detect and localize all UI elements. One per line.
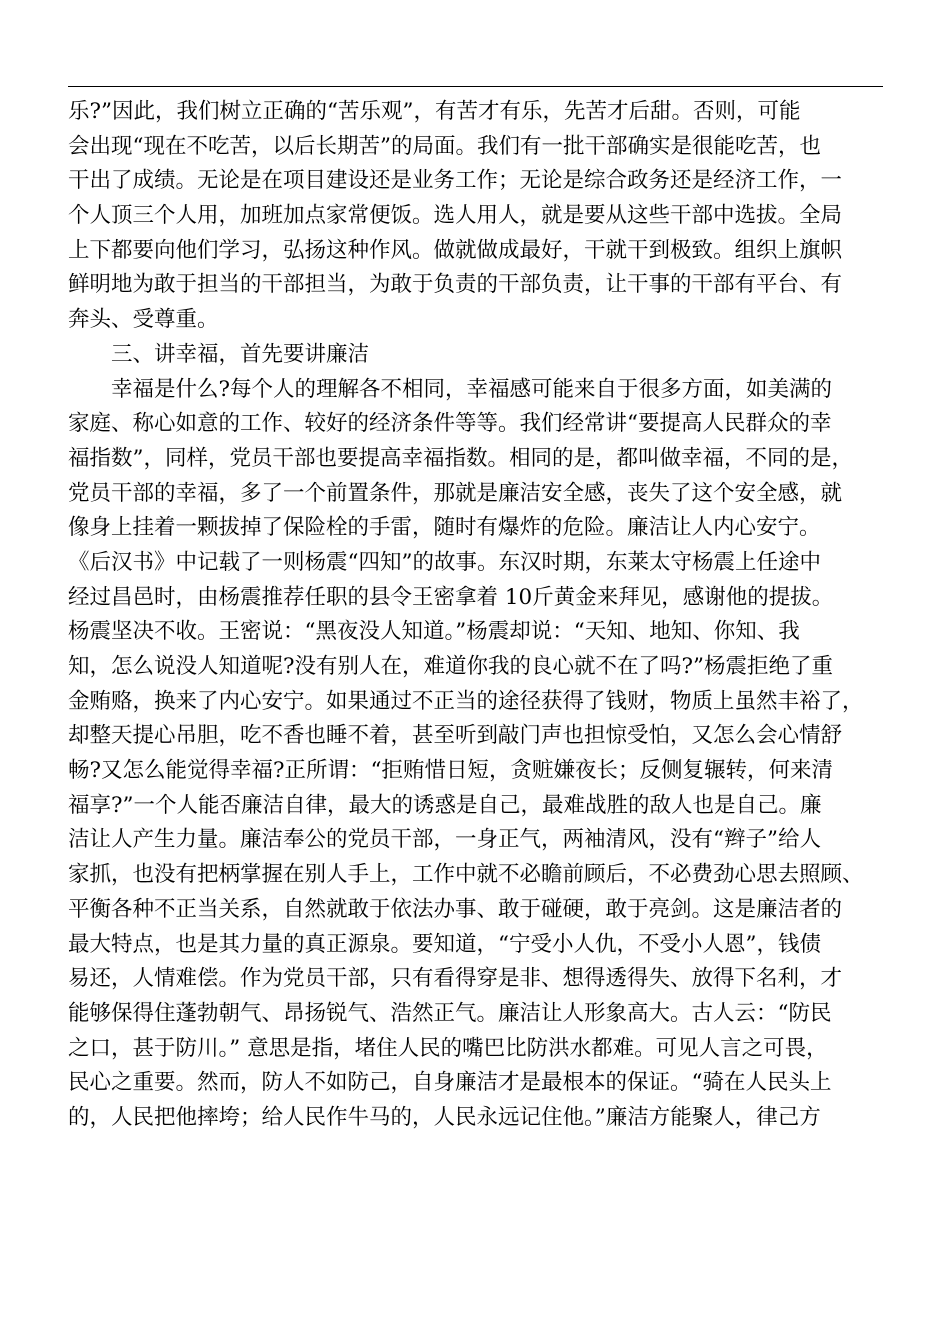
text-line: 平衡各种不正当关系，自然就敢于依法办事、敢于碰硬，敢于亮剑。这是廉洁者的 bbox=[68, 896, 843, 922]
text-line: 党员干部的幸福，多了一个前置条件，那就是廉洁安全感，丧失了这个安全感，就 bbox=[68, 480, 843, 506]
text-line: 民心之重要。然而，防人不如防己，自身廉洁才是最根本的保证。“骑在人民头上 bbox=[68, 1070, 832, 1096]
text-line: 经过昌邑时，由杨震推荐任职的县令王密拿着 10斤黄金来拜见，感谢他的提拔。 bbox=[68, 584, 834, 610]
text-line: 金贿赂，换来了内心安宁。如果通过不正当的途径获得了钱财，物质上虽然丰裕了， bbox=[68, 688, 864, 714]
text-line: 易还，人情难偿。作为党员干部，只有看得穿是非、想得透得失、放得下名利，才 bbox=[68, 966, 843, 992]
header-rule bbox=[68, 86, 883, 87]
text-line: 洁让人产生力量。廉洁奉公的党员干部，一身正气，两袖清风，没有“辫子”给人 bbox=[68, 827, 821, 853]
text-line: 幸福是什么?每个人的理解各不相同，幸福感可能来自于很多方面，如美满的 bbox=[111, 376, 833, 402]
text-line: 杨震坚决不收。王密说：“黑夜没人知道。”杨震却说：“天知、地知、你知、我 bbox=[68, 619, 800, 645]
text-line: 上下都要向他们学习，弘扬这种作风。做就做成最好，干就干到极致。组织上旗帜 bbox=[68, 237, 843, 263]
text-line: 会出现“现在不吃苦，以后长期苦”的局面。我们有一批干部确实是很能吃苦，也 bbox=[68, 133, 821, 159]
text-line: 《后汉书》中记载了一则杨震“四知”的故事。东汉时期，东莱太守杨震上任途中 bbox=[68, 549, 821, 575]
text-line: 家抓，也没有把柄掌握在别人手上，工作中就不必瞻前顾后，不必费劲心思去照顾、 bbox=[68, 862, 864, 888]
text-line: 之口，甚于防川。” 意思是指，堵住人民的嘴巴比防洪水都难。可见人言之可畏， bbox=[68, 1035, 828, 1061]
text-line: 像身上挂着一颗拔掉了保险栓的手雷，随时有爆炸的危险。廉洁让人内心安宁。 bbox=[68, 515, 821, 541]
text-line: 鲜明地为敢于担当的干部担当，为敢于负责的干部负责，让干事的干部有平台、有 bbox=[68, 272, 843, 298]
text-line: 个人顶三个人用，加班加点家常便饭。选人用人，就是要从这些干部中选拔。全局 bbox=[68, 203, 843, 229]
text-line: 畅?又怎么能觉得幸福?正所谓：“拒贿惜日短，贪赃嫌夜长；反侧复辗转，何来清 bbox=[68, 758, 834, 784]
text-line: 福享?”一个人能否廉洁自律，最大的诱惑是自己，最难战胜的敌人也是自己。廉 bbox=[68, 792, 822, 818]
text-line: 家庭、称心如意的工作、较好的经济条件等等。我们经常讲“要提高人民群众的幸 bbox=[68, 411, 832, 437]
body-text bbox=[68, 95, 898, 1136]
text-line: 的，人民把他摔垮；给人民作牛马的，人民永远记住他。”廉洁方能聚人，律己方 bbox=[68, 1104, 821, 1130]
text-line: 奔头、受尊重。 bbox=[68, 307, 219, 333]
section-heading: 三、讲幸福，首先要讲廉洁 bbox=[111, 341, 370, 367]
text-line: 却整天提心吊胆，吃不香也睡不着，甚至听到敲门声也担惊受怕，又怎么会心情舒 bbox=[68, 723, 843, 749]
text-line: 知，怎么说没人知道呢?没有别人在，难道你我的良心就不在了吗?”杨震拒绝了重 bbox=[68, 654, 834, 679]
text-line: 乐?”因此，我们树立正确的“苦乐观”，有苦才有乐，先苦才后甜。否则，可能 bbox=[68, 99, 801, 124]
text-line: 福指数”，同样，党员干部也要提高幸福指数。相同的是，都叫做幸福，不同的是， bbox=[68, 445, 853, 471]
text-line: 最大特点，也是其力量的真正源泉。要知道，“宁受小人仇，不受小人恩”，钱债 bbox=[68, 931, 821, 957]
text-line: 能够保得住蓬勃朝气、昂扬锐气、浩然正气。廉洁让人形象高大。古人云：“防民 bbox=[68, 1000, 832, 1026]
text-line: 干出了成绩。无论是在项目建设还是业务工作；无论是综合政务还是经济工作，一 bbox=[68, 168, 843, 194]
